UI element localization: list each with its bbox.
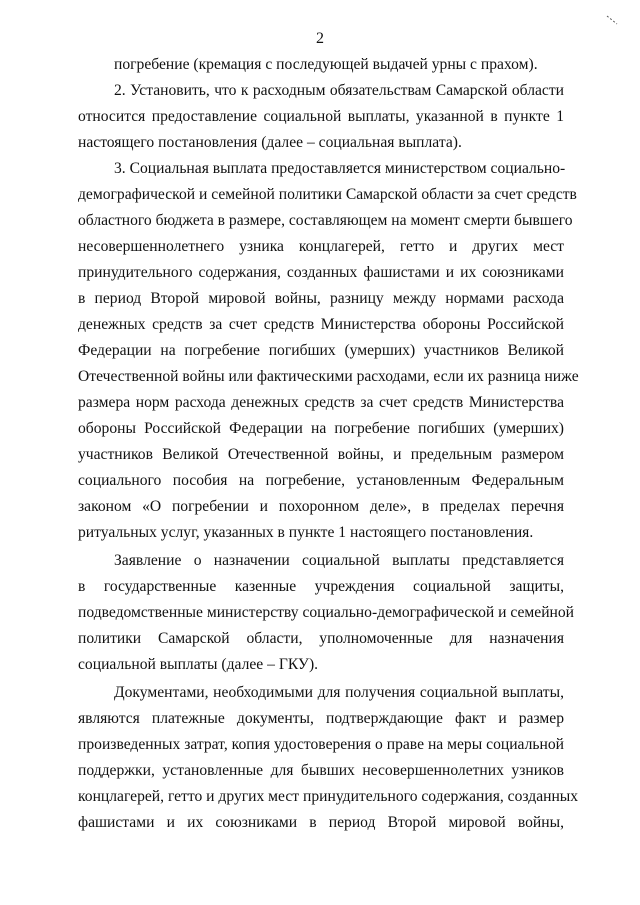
text-line: погребение (кремация с последующей выдачей урны с прахом). xyxy=(114,56,538,73)
text-line: концлагерей, гетто и других мест принудительного содержания, созданных xyxy=(78,788,579,805)
text-line: социального пособия на погребение, установленным Федеральным xyxy=(78,472,564,489)
text-line: размера норм расхода денежных средств за счет средств Министерства xyxy=(78,394,564,411)
text-line: Документами, необходимыми для получения социальной выплаты, xyxy=(114,684,564,701)
text-line: фашистами и их союзниками в период Второй мировой войны, xyxy=(78,814,564,831)
text-line: участников Великой Отечественной войны, и предельным размером xyxy=(78,446,564,463)
text-line: денежных средств за счет средств Министерства обороны Российской xyxy=(78,316,564,333)
text-line: Отечественной войны или фактическими расходами, если их разница ниже xyxy=(78,368,579,385)
text-line: в государственные казенные учреждения социальной защиты, xyxy=(78,578,564,595)
text-line: произведенных затрат, копия удостоверения о праве на меры социальной xyxy=(78,736,564,753)
page-number: 2 xyxy=(316,30,324,47)
text-line: Федерации на погребение погибших (умерших) участников Великой xyxy=(78,342,564,359)
text-line: Заявление о назначении социальной выплаты представляется xyxy=(114,552,564,569)
text-line: несовершеннолетнего узника концлагерей, гетто и других мест xyxy=(78,238,564,255)
text-line: относится предоставление социальной выплаты, указанной в пункте 1 xyxy=(78,108,564,125)
text-line: политики Самарской области, уполномоченные для назначения xyxy=(78,630,564,647)
text-line: 3. Социальная выплата предоставляется министерством социально- xyxy=(114,160,566,177)
text-line: настоящего постановления (далее – социальная выплата). xyxy=(78,134,462,151)
text-line: демографической и семейной политики Самарской области за счет средств xyxy=(78,186,577,203)
text-line: поддержки, установленные для бывших несовершеннолетних узников xyxy=(78,762,564,779)
text-line: подведомственные министерству социально-демографической и семейной xyxy=(78,604,575,621)
text-line: обороны Российской Федерации на погребение погибших (умерших) xyxy=(78,420,564,437)
text-line: в период Второй мировой войны, разницу между нормами расхода xyxy=(78,290,564,307)
text-line: областного бюджета в размере, составляющем на момент смерти бывшего xyxy=(78,212,573,229)
text-line: законом «О погребении и похоронном деле», в пределах перечня xyxy=(78,498,564,515)
scan-mark xyxy=(606,14,618,26)
text-line: социальной выплаты (далее – ГКУ). xyxy=(78,656,319,673)
text-line: принудительного содержания, созданных фашистами и их союзниками xyxy=(78,264,564,281)
text-line: ритуальных услуг, указанных в пункте 1 настоящего постановления. xyxy=(78,524,534,541)
text-line: являются платежные документы, подтверждающие факт и размер xyxy=(78,710,564,727)
text-line: 2. Установить, что к расходным обязательствам Самарской области xyxy=(114,82,564,99)
